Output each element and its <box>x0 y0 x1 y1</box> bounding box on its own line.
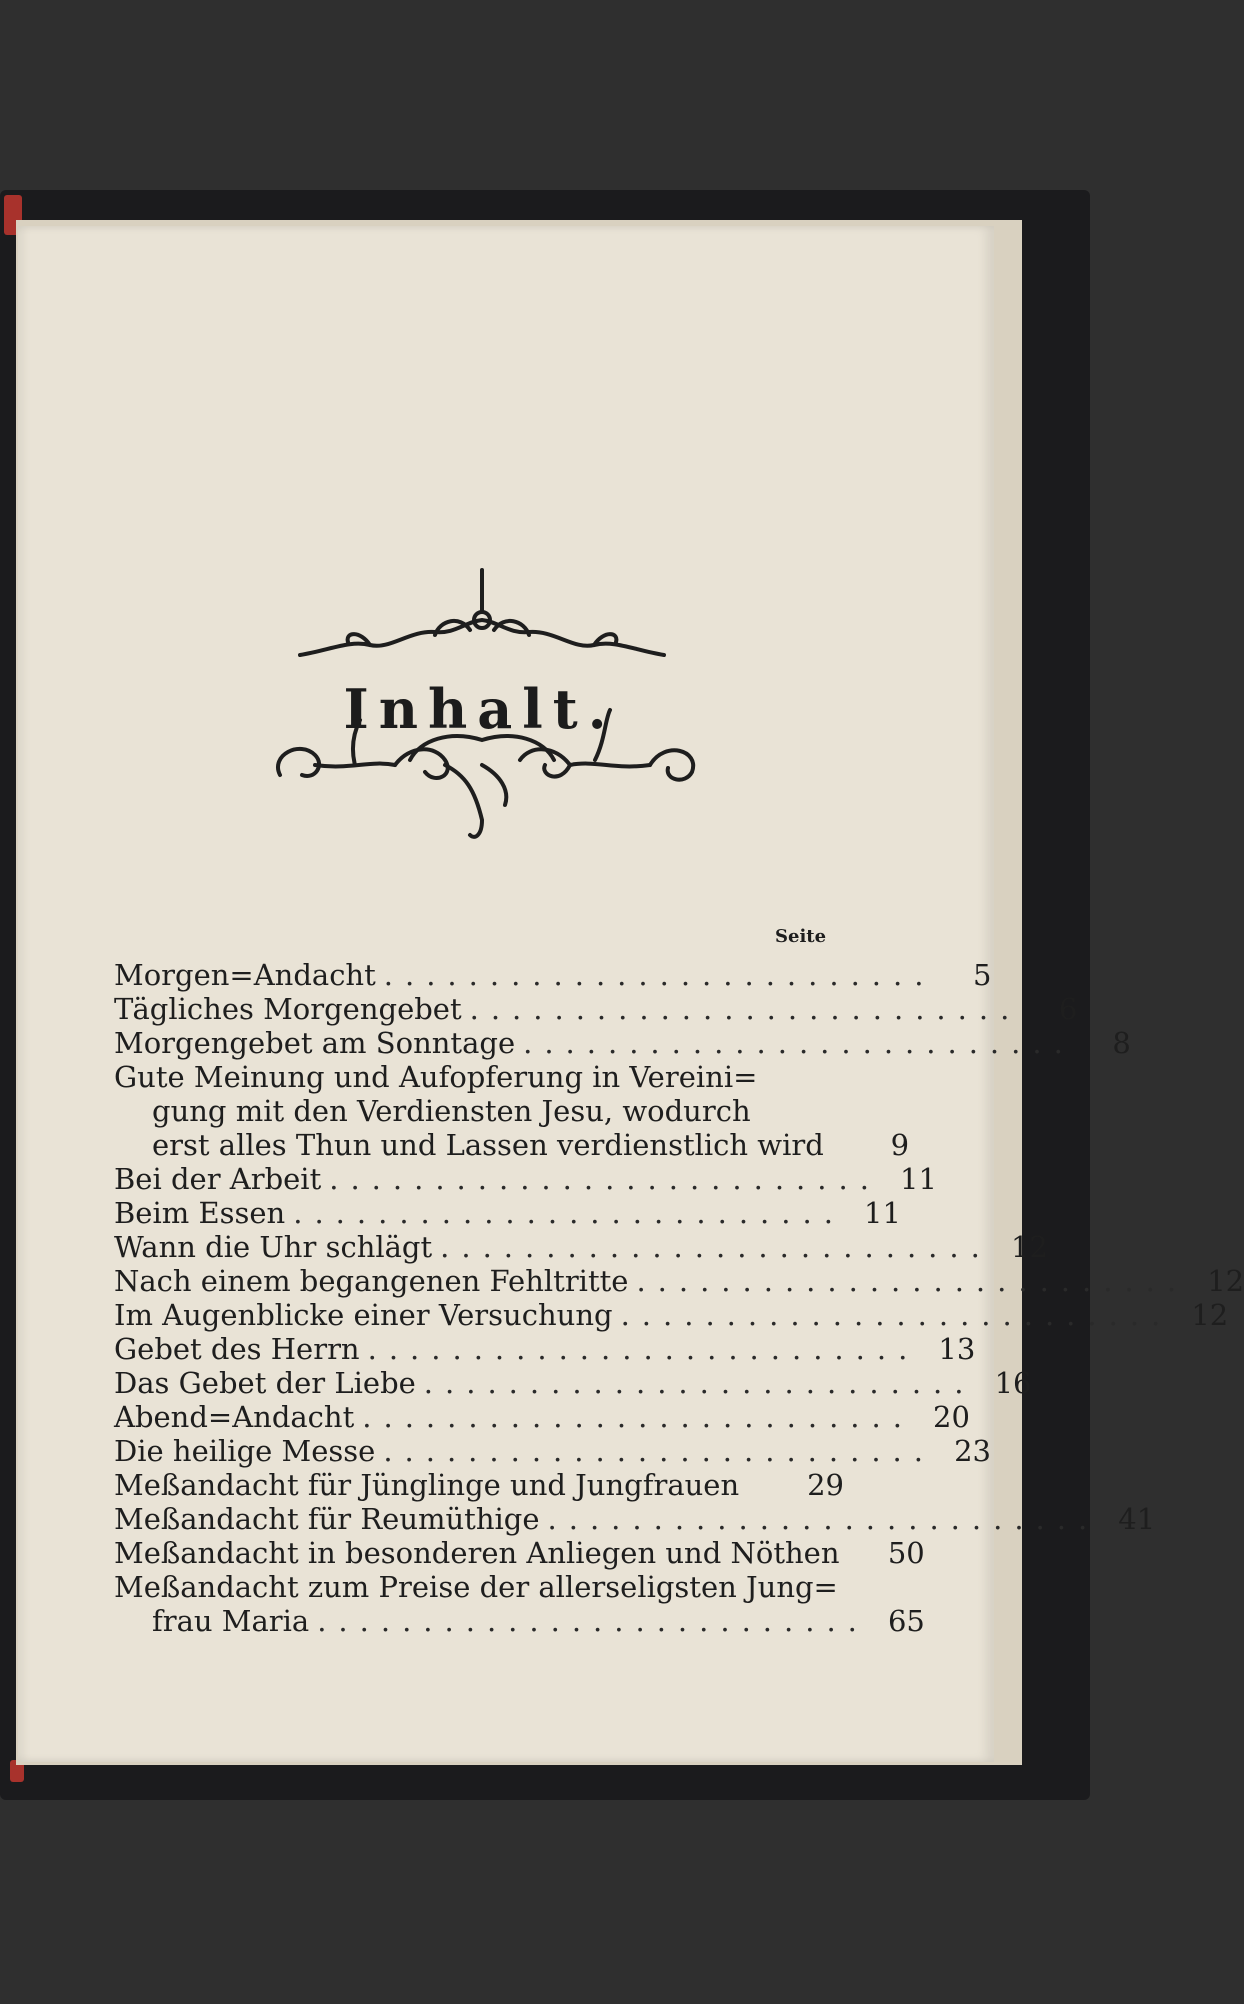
entry-title: Die heilige Messe <box>114 1434 376 1468</box>
entry-page: 5 <box>973 958 992 992</box>
entry-title: Abend=Andacht <box>114 1400 355 1434</box>
toc-entry <box>114 1366 1032 1400</box>
dot-leader: .......................... <box>423 1366 976 1400</box>
toc-entry <box>114 958 992 992</box>
entry-title: Gute Meinung und Aufopferung in Vereini= <box>114 1060 758 1094</box>
toc-entry <box>114 1128 910 1162</box>
entry-title: Meßandacht für Jünglinge und Jungfrauen <box>114 1468 740 1502</box>
entry-page: 65 <box>887 1604 925 1638</box>
dot-leader: .......................... <box>383 958 936 992</box>
entry-page: 29 <box>807 1468 844 1502</box>
toc-entry <box>114 1468 844 1502</box>
toc-entry <box>114 1060 844 1094</box>
entry-title: gung mit den Verdiensten Jesu, wodurch <box>152 1094 751 1128</box>
entry-title: Im Augenblicke einer Versuchung <box>114 1298 613 1332</box>
entry-title: Meßandacht zum Preise der allerseligsten Jung= <box>114 1570 838 1604</box>
entry-page: 12 <box>1010 1230 1048 1264</box>
toc-entry <box>114 1434 991 1468</box>
toc-entry <box>114 1536 925 1570</box>
toc-entry <box>114 1196 901 1230</box>
entry-page: 11 <box>864 1196 901 1230</box>
entry-page: 11 <box>900 1162 937 1196</box>
toc-entry <box>114 1026 1131 1060</box>
dot-leader: .......................... <box>362 1400 914 1434</box>
dot-leader: .......................... <box>620 1298 1173 1332</box>
entry-title: erst alles Thun und Lassen verdienstlich wird <box>152 1128 824 1162</box>
entry-page: 23 <box>954 1434 991 1468</box>
dot-leader: .......................... <box>523 1026 1075 1060</box>
dot-leader: .......................... <box>367 1332 920 1366</box>
toc-entry <box>114 1162 937 1196</box>
toc-entry <box>114 1604 925 1638</box>
entry-title: frau Maria <box>152 1604 310 1638</box>
entry-title: Nach einem begangenen Fehltritte <box>114 1264 629 1298</box>
dot-leader: .......................... <box>440 1230 992 1264</box>
entry-title: Morgengebet am Sonntage <box>114 1026 516 1060</box>
entry-title: Gebet des Herrn <box>114 1332 360 1366</box>
toc-entry <box>114 1400 970 1434</box>
entry-title: Meßandacht in besonderen Anliegen und Nöthen <box>114 1536 840 1570</box>
entry-title: Das Gebet der Liebe <box>114 1366 416 1400</box>
toc-entry <box>114 1570 844 1604</box>
entry-page: 20 <box>933 1400 970 1434</box>
entry-page: 12 <box>1191 1298 1229 1332</box>
entry-title: Wann die Uhr schlägt <box>114 1230 433 1264</box>
toc-entry <box>114 992 1078 1026</box>
entry-page: 8 <box>1112 1026 1131 1060</box>
entry-title: Morgen=Andacht <box>114 958 376 992</box>
toc-entry <box>114 1298 1229 1332</box>
entry-page: 16 <box>994 1366 1032 1400</box>
toc-entry <box>114 1332 976 1366</box>
dot-leader: .......................... <box>547 1502 1100 1536</box>
entry-page: 6 <box>1058 992 1078 1026</box>
dot-leader: .......................... <box>329 1162 881 1196</box>
entry-title: Beim Essen <box>114 1196 286 1230</box>
entry-title: Tägliches Morgengebet <box>114 992 462 1026</box>
entry-page: 13 <box>938 1332 976 1366</box>
dot-leader: .......................... <box>317 1604 869 1638</box>
dot-leader: .......................... <box>636 1264 1189 1298</box>
toc-entry <box>114 1264 1244 1298</box>
entry-title: Meßandacht für Reumüthige <box>114 1502 540 1536</box>
toc-entry <box>114 1230 1048 1264</box>
entry-title: Bei der Arbeit <box>114 1162 322 1196</box>
entry-page: 41 <box>1118 1502 1156 1536</box>
page-column-label: Seite <box>775 926 827 947</box>
dot-leader: .......................... <box>293 1196 845 1230</box>
toc-entry <box>114 1502 1156 1536</box>
page-title: Inhalt. <box>343 677 617 741</box>
dot-leader: .......................... <box>469 992 1022 1026</box>
entry-page: 50 <box>887 1536 925 1570</box>
entry-page: 12 <box>1207 1264 1244 1298</box>
entry-page: 9 <box>890 1128 910 1162</box>
dot-leader: .......................... <box>383 1434 935 1468</box>
toc-entry <box>114 1094 844 1128</box>
table-of-contents <box>114 958 1244 1638</box>
